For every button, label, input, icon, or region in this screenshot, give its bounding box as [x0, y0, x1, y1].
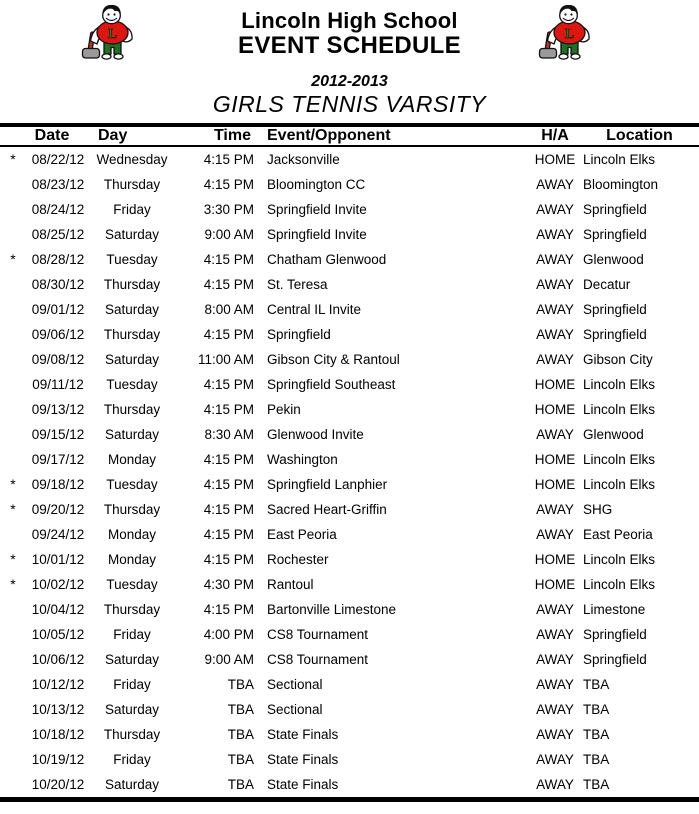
cell-date: 09/18/12 [31, 477, 85, 492]
school-mascot-right-icon [537, 5, 599, 65]
cell-location: Bloomington [583, 177, 659, 192]
cell-location: Springfield [583, 227, 647, 242]
column-day: Day [90, 125, 174, 146]
cell-date: 09/15/12 [31, 427, 85, 442]
column-event: Event/Opponent [262, 125, 530, 146]
cell-date: 09/24/12 [31, 527, 85, 542]
schedule-table-header [0, 125, 699, 146]
cell-star-marker: * [10, 251, 16, 267]
cell-date: 08/28/12 [31, 252, 85, 267]
cell-home-away: AWAY [536, 427, 574, 442]
cell-day: Saturday [104, 352, 160, 367]
cell-time: 4:15 PM [203, 402, 254, 417]
schedule-row [0, 397, 699, 422]
cell-event-opponent: CS8 Tournament [267, 627, 369, 642]
cell-location: Springfield [583, 327, 647, 342]
cell-location: SHG [583, 502, 613, 517]
cell-star-marker: * [10, 151, 16, 167]
cell-time: 4:15 PM [203, 527, 254, 542]
cell-star-marker [0, 722, 26, 747]
cell-date: 10/01/12 [31, 552, 85, 567]
cell-day: Tuesday [106, 477, 158, 492]
cell-event-opponent: Rantoul [267, 577, 314, 592]
schedule-row [0, 222, 699, 247]
cell-time: 4:15 PM [203, 377, 254, 392]
cell-event-opponent: Jacksonville [267, 152, 340, 167]
cell-time: TBA [227, 677, 254, 692]
cell-home-away: AWAY [536, 702, 574, 717]
cell-event-opponent: Rochester [267, 552, 329, 567]
cell-day: Friday [113, 677, 151, 692]
cell-date: 08/24/12 [31, 202, 85, 217]
cell-location: Lincoln Elks [583, 402, 656, 417]
cell-location: TBA [583, 752, 610, 767]
cell-home-away: HOME [534, 477, 576, 492]
cell-star-marker [0, 622, 26, 647]
cell-home-away: AWAY [536, 652, 574, 667]
cell-home-away: AWAY [536, 777, 574, 792]
cell-home-away: AWAY [536, 352, 574, 367]
cell-location: TBA [583, 727, 610, 742]
cell-day: Saturday [104, 427, 160, 442]
cell-day: Thursday [103, 177, 161, 192]
cell-home-away: AWAY [536, 752, 574, 767]
cell-date: 08/25/12 [31, 227, 85, 242]
cell-location: Springfield [583, 652, 647, 667]
cell-time: TBA [227, 727, 254, 742]
cell-day: Saturday [104, 302, 160, 317]
cell-location: Springfield [583, 202, 647, 217]
column-time: Time [174, 125, 262, 146]
cell-date: 10/19/12 [31, 752, 85, 767]
cell-star-marker [0, 647, 26, 672]
cell-event-opponent: St. Teresa [267, 277, 328, 292]
cell-star-marker: * [10, 551, 16, 567]
cell-date: 09/20/12 [31, 502, 85, 517]
cell-time: 9:00 AM [204, 652, 254, 667]
cell-home-away: AWAY [536, 277, 574, 292]
cell-location: TBA [583, 702, 610, 717]
cell-time: 4:00 PM [203, 627, 254, 642]
schedule-row [0, 522, 699, 547]
cell-location: Springfield [583, 627, 647, 642]
cell-star-marker [0, 297, 26, 322]
cell-home-away: AWAY [536, 252, 574, 267]
schedule-row [0, 347, 699, 372]
cell-day: Friday [113, 627, 151, 642]
cell-date: 10/04/12 [31, 602, 85, 617]
cell-day: Thursday [103, 402, 161, 417]
cell-star-marker [0, 197, 26, 222]
cell-event-opponent: Springfield Invite [267, 202, 367, 217]
cell-location: Glenwood [583, 252, 644, 267]
schedule-row [0, 272, 699, 297]
cell-day: Monday [107, 527, 157, 542]
cell-date: 09/17/12 [31, 452, 85, 467]
cell-date: 08/30/12 [31, 277, 85, 292]
cell-date: 08/22/12 [31, 152, 85, 167]
cell-day: Tuesday [106, 252, 158, 267]
cell-home-away: AWAY [536, 602, 574, 617]
cell-event-opponent: Pekin [267, 402, 301, 417]
schedule-row [0, 722, 699, 747]
cell-location: Lincoln Elks [583, 377, 656, 392]
cell-location: TBA [583, 677, 610, 692]
schedule-row [0, 197, 699, 222]
schedule-row [0, 572, 699, 597]
cell-home-away: AWAY [536, 527, 574, 542]
cell-time: 8:30 AM [204, 427, 254, 442]
cell-star-marker: * [10, 476, 16, 492]
cell-home-away: AWAY [536, 677, 574, 692]
mascot-letter: L [107, 27, 118, 42]
cell-star-marker [0, 672, 26, 697]
cell-day: Tuesday [106, 577, 158, 592]
cell-location: Lincoln Elks [583, 552, 656, 567]
schedule-row [0, 422, 699, 447]
column-ha: H/A [530, 125, 580, 146]
cell-event-opponent: Sectional [267, 702, 323, 717]
schedule-row [0, 247, 699, 272]
mascot-letter: L [564, 27, 575, 42]
cell-location: Glenwood [583, 427, 644, 442]
cell-time: 4:30 PM [203, 577, 254, 592]
cell-star-marker [0, 597, 26, 622]
cell-day: Wednesday [96, 152, 168, 167]
schedule-row [0, 297, 699, 322]
cell-home-away: HOME [534, 402, 576, 417]
cell-star-marker [0, 222, 26, 247]
cell-date: 10/18/12 [31, 727, 85, 742]
cell-time: 4:15 PM [203, 552, 254, 567]
cell-date: 08/23/12 [31, 177, 85, 192]
schedule-table-body [0, 146, 699, 800]
cell-event-opponent: CS8 Tournament [267, 652, 369, 667]
cell-location: Springfield [583, 302, 647, 317]
cell-day: Friday [113, 752, 151, 767]
cell-star-marker [0, 522, 26, 547]
cell-home-away: AWAY [536, 177, 574, 192]
cell-location: Lincoln Elks [583, 577, 656, 592]
schedule-row [0, 172, 699, 197]
cell-location: Limestone [583, 602, 646, 617]
cell-date: 10/05/12 [31, 627, 85, 642]
cell-event-opponent: Springfield Lanphier [267, 477, 388, 492]
cell-star-marker: * [10, 576, 16, 592]
cell-star-marker [0, 422, 26, 447]
cell-time: TBA [227, 777, 254, 792]
schedule-row [0, 697, 699, 722]
cell-star-marker [0, 272, 26, 297]
schedule-row [0, 672, 699, 697]
column-location: Location [580, 125, 699, 146]
cell-home-away: AWAY [536, 202, 574, 217]
cell-star-marker [0, 322, 26, 347]
schedule-row [0, 597, 699, 622]
column-date: Date [26, 125, 90, 146]
cell-day: Saturday [104, 652, 160, 667]
cell-time: TBA [227, 752, 254, 767]
schedule-row [0, 322, 699, 347]
cell-home-away: AWAY [536, 302, 574, 317]
cell-home-away: AWAY [536, 502, 574, 517]
cell-day: Thursday [103, 327, 161, 342]
cell-location: TBA [583, 777, 610, 792]
cell-day: Saturday [104, 702, 160, 717]
cell-event-opponent: State Finals [267, 727, 339, 742]
cell-event-opponent: State Finals [267, 777, 339, 792]
schedule-row [0, 747, 699, 772]
cell-day: Friday [113, 202, 151, 217]
cell-day: Thursday [103, 727, 161, 742]
cell-time: 9:00 AM [204, 227, 254, 242]
cell-home-away: HOME [534, 452, 576, 467]
cell-star-marker: * [10, 501, 16, 517]
cell-time: 4:15 PM [203, 152, 254, 167]
cell-home-away: HOME [534, 152, 576, 167]
cell-day: Saturday [104, 777, 160, 792]
cell-home-away: AWAY [536, 727, 574, 742]
cell-star-marker [0, 697, 26, 722]
cell-home-away: HOME [534, 552, 576, 567]
cell-time: 4:15 PM [203, 177, 254, 192]
schedule-table [0, 123, 699, 802]
schedule-row [0, 146, 699, 172]
cell-day: Monday [107, 452, 157, 467]
cell-home-away: AWAY [536, 627, 574, 642]
team-label: GIRLS TENNIS VARSITY [212, 90, 487, 117]
cell-date: 10/13/12 [31, 702, 85, 717]
cell-event-opponent: Glenwood Invite [267, 427, 364, 442]
cell-star-marker [0, 397, 26, 422]
cell-day: Tuesday [106, 377, 158, 392]
page-header [0, 0, 699, 123]
cell-time: TBA [227, 702, 254, 717]
cell-event-opponent: East Peoria [267, 527, 337, 542]
cell-time: 4:15 PM [203, 502, 254, 517]
cell-time: 11:00 AM [197, 352, 254, 367]
schedule-row [0, 372, 699, 397]
cell-star-marker [0, 747, 26, 772]
cell-time: 4:15 PM [203, 452, 254, 467]
cell-event-opponent: Sectional [267, 677, 323, 692]
cell-event-opponent: Chatham Glenwood [267, 252, 387, 267]
cell-home-away: AWAY [536, 227, 574, 242]
column-star [0, 125, 26, 146]
cell-day: Saturday [104, 227, 160, 242]
cell-event-opponent: Central IL Invite [267, 302, 362, 317]
schedule-row [0, 772, 699, 800]
cell-date: 10/06/12 [31, 652, 85, 667]
schedule-row [0, 647, 699, 672]
cell-date: 09/01/12 [31, 302, 85, 317]
schedule-row [0, 472, 699, 497]
cell-time: 4:15 PM [203, 277, 254, 292]
cell-location: Gibson City [583, 352, 653, 367]
cell-star-marker [0, 372, 26, 397]
cell-event-opponent: State Finals [267, 752, 339, 767]
cell-event-opponent: Springfield Southeast [267, 377, 396, 392]
cell-day: Thursday [103, 602, 161, 617]
cell-date: 09/06/12 [31, 327, 85, 342]
cell-date: 09/08/12 [31, 352, 85, 367]
cell-location: Decatur [583, 277, 631, 292]
cell-day: Thursday [103, 502, 161, 517]
school-mascot-left-icon [80, 5, 142, 65]
schedule-row [0, 622, 699, 647]
cell-date: 10/12/12 [31, 677, 85, 692]
cell-event-opponent: Springfield [267, 327, 331, 342]
cell-time: 4:15 PM [203, 252, 254, 267]
cell-star-marker [0, 772, 26, 800]
cell-event-opponent: Sacred Heart-Griffin [267, 502, 387, 517]
cell-date: 10/02/12 [31, 577, 85, 592]
cell-event-opponent: Gibson City & Rantoul [267, 352, 400, 367]
cell-event-opponent: Bartonville Limestone [267, 602, 397, 617]
cell-home-away: HOME [534, 377, 576, 392]
cell-day: Monday [107, 552, 157, 567]
cell-location: East Peoria [583, 527, 653, 542]
schedule-row [0, 547, 699, 572]
cell-date: 10/20/12 [31, 777, 85, 792]
cell-time: 4:15 PM [203, 477, 254, 492]
schedule-row [0, 447, 699, 472]
cell-day: Thursday [103, 277, 161, 292]
season-label: 2012-2013 [311, 73, 388, 91]
cell-location: Lincoln Elks [583, 152, 656, 167]
school-name: Lincoln High School [241, 8, 458, 33]
cell-star-marker [0, 347, 26, 372]
page-title: EVENT SCHEDULE [238, 32, 461, 60]
cell-event-opponent: Springfield Invite [267, 227, 367, 242]
cell-home-away: HOME [534, 577, 576, 592]
cell-time: 4:15 PM [203, 602, 254, 617]
cell-date: 09/13/12 [31, 402, 85, 417]
cell-time: 3:30 PM [203, 202, 254, 217]
cell-location: Lincoln Elks [583, 477, 656, 492]
cell-home-away: AWAY [536, 327, 574, 342]
cell-event-opponent: Bloomington CC [267, 177, 366, 192]
schedule-row [0, 497, 699, 522]
cell-star-marker [0, 447, 26, 472]
cell-star-marker [0, 172, 26, 197]
cell-time: 4:15 PM [203, 327, 254, 342]
cell-event-opponent: Washington [267, 452, 338, 467]
cell-location: Lincoln Elks [583, 452, 656, 467]
cell-time: 8:00 AM [204, 302, 254, 317]
cell-date: 09/11/12 [32, 377, 84, 392]
